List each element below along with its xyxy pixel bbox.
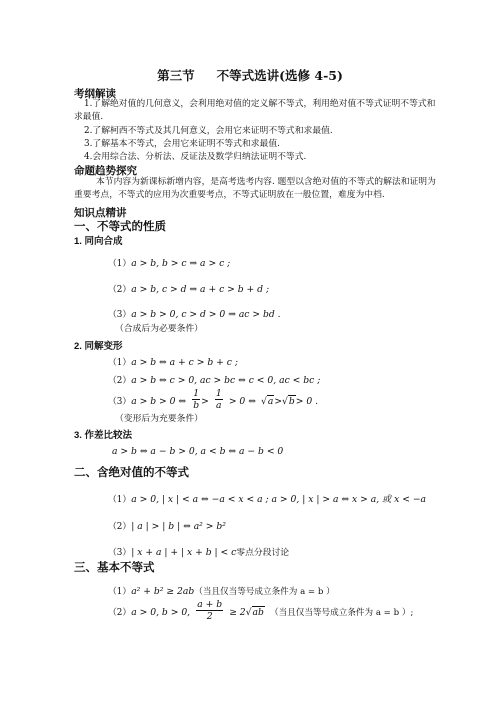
- difference-method-heading: 3. 作差比较法: [74, 430, 133, 441]
- fraction-1-over-b: $\frac{1}{b}$: [193, 388, 200, 411]
- fraction-1-over-a: $\frac{1}{a}$: [215, 388, 222, 411]
- trend-heading: 命题趋势探究: [74, 165, 137, 177]
- kaogang-item-3: 3.了解基本不等式，会用它来证明不等式和求最值.: [84, 139, 280, 149]
- formula-1-3: （3）a > b > 0, c > d > 0 ⇒ ac > bd .: [108, 309, 281, 320]
- section-2-heading: 二、含绝对值的不等式: [74, 467, 189, 479]
- knowledge-heading: 知识点精讲: [74, 207, 127, 219]
- section-1-heading: 一、不等式的性质: [74, 221, 166, 233]
- formula-3: a > b ⇔ a − b > 0, a < b ⇔ a − b < 0: [112, 446, 284, 457]
- kaogang-item-4: 4.会用综合法、分析法、反证法及数学归纳法证明不等式.: [84, 152, 307, 162]
- abs-formula-2: （2）| a | > | b | ⇔ a² > b²: [108, 521, 226, 532]
- formula-2-1: （1）a > b ⇔ a + c > b + c ;: [108, 357, 238, 368]
- equivalent-transform-heading: 2. 同解变形: [74, 341, 123, 352]
- sqrt-ab: √ab: [245, 607, 264, 618]
- kaogang-item-2: 2.了解柯西不等式及其几何意义，会用它来证明不等式和求最值.: [84, 126, 333, 136]
- trend-paragraph: 本节内容为新课标新增内容，是高考选考内容. 题型以含绝对值的不等式的解法和证明为重要考点，不等式的应用为次重要考点，不等式证明放在一般位置，难度为中档.: [74, 177, 436, 200]
- sqrt-a: √a: [261, 396, 274, 407]
- section-number: 第三节: [157, 68, 195, 83]
- section-3-heading: 三、基本不等式: [74, 562, 155, 574]
- formula-2-2: （2）a > b ⇔ c > 0, ac > bc ⇔ c < 0, ac < bc ;: [108, 375, 321, 386]
- abs-formula-3: （3）| x + a | + | x + b | < c零点分段讨论: [108, 547, 290, 558]
- page-title: [0, 66, 500, 84]
- formula-1-2: （2）a > b, c > d ⇒ a + c > b + d ;: [108, 284, 270, 295]
- kaogang-heading: 考纲解读: [74, 88, 116, 100]
- note-sufficient: （变形后为充要条件）: [115, 414, 203, 424]
- basic-inequality-2: （2）a > 0, b > 0, $\frac{a + b}{2}$ ≥ 2√ab （当且仅当等号成立条件为 a = b ）;: [108, 599, 414, 622]
- sqrt-b: √b: [282, 396, 295, 407]
- abs-formula-1: （1）a > 0, | x | < a ⇔ −a < x < a ; a > 0, | x | > a ⇔ x > a, 或 x < −a: [108, 494, 427, 505]
- section-name: 不等式选讲(选修 4-5): [216, 68, 343, 83]
- formula-2-3: （3）a > b > 0 ⇔ $\frac{1}{b}$ > $\frac{1}{a}$ > 0 ⇔ √a>√b> 0 .: [108, 388, 319, 411]
- note-necessary: （合成后为必要条件）: [115, 324, 203, 334]
- same-direction-heading: 1. 同向合成: [74, 236, 123, 247]
- formula-1-1: （1）a > b, b > c ⇒ a > c ;: [108, 258, 231, 269]
- basic-inequality-1: （1）a² + b² ≥ 2ab（当且仅当等号成立条件为 a = b ）: [108, 586, 335, 597]
- kaogang-item-1: 1.了解绝对值的几何意义，会利用绝对值的定义解不等式，利用绝对值不等式证明不等式和求最值.: [74, 99, 436, 122]
- fraction-a-plus-b-over-2: $\frac{a + b}{2}$: [197, 599, 223, 622]
